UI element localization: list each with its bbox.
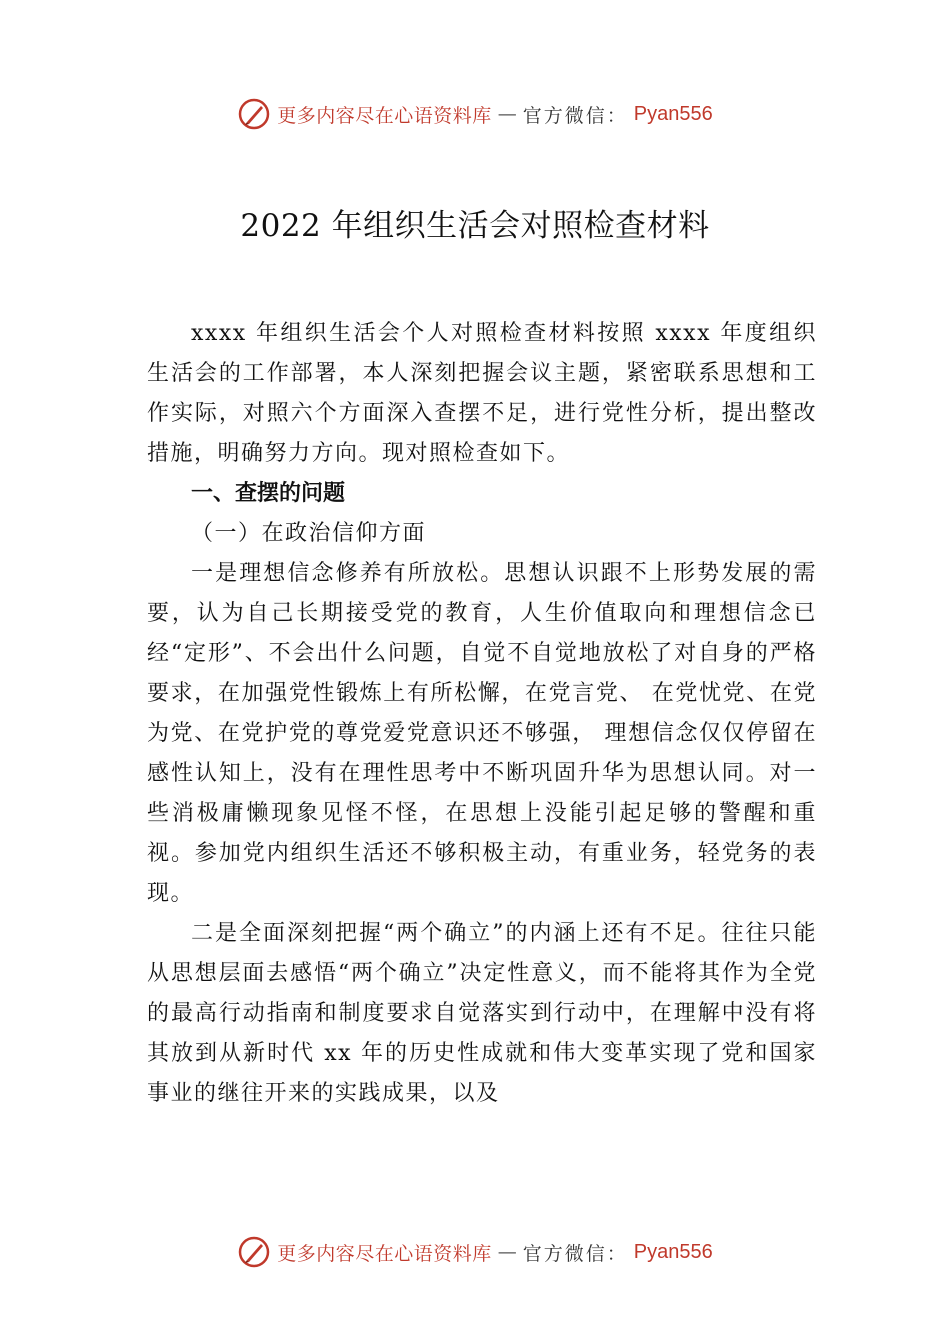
document-body xyxy=(147,314,817,1114)
watermark-dash: — xyxy=(497,103,517,125)
subsection-heading: （一）在政治信仰方面 xyxy=(191,521,427,546)
footer-watermark xyxy=(0,1232,950,1272)
document-title: 2022 年组织生活会对照检查材料 xyxy=(240,208,710,244)
body-paragraph-1: 一是理想信念修养有所放松。思想认识跟不上形势发展的需要，认为自己长期接受党的教育，人生价值取向和理想信念已经“定形”、不会出什么问题，自觉不自觉地放松了对自身的严格要求，在加强党性锻炼上有所松懈，在党言党、 在党忧党、在党为党、在党护党的尊党爱党意识还不够强， 理想信念仅仅停留在感性认知上，没有在理性思考中不断巩固升华为思想认同。对一些消极庸懒现象见怪不怪，在思想上没能引起足够的警醒和重视。参加党内组织生活还不够积极主动，有重业务，轻党务的表现。 xyxy=(147,561,817,906)
watermark-wechat-handle: Pyan556 xyxy=(633,1240,713,1263)
body-paragraph-2: 二是全面深刻把握“两个确立”的内涵上还有不足。往往只能从思想层面去感悟“两个确立”决定性意义，而不能将其作为全党的最高行动指南和制度要求自觉落实到行动中，在理解中没有将其放到从新时代 xx 年的历史性成就和伟大变革实现了党和国家事业的继往开来的实践成果，以及 xyxy=(147,921,817,1106)
watermark-text: 更多内容尽在心语资料库 xyxy=(277,1242,492,1265)
watermark-text: 更多内容尽在心语资料库 xyxy=(277,104,492,127)
watermark-dash: — xyxy=(497,1241,517,1263)
header-watermark xyxy=(0,94,950,134)
watermark-official-label: 官方微信： xyxy=(522,1242,628,1265)
watermark-official-label: 官方微信： xyxy=(522,104,628,127)
quill-pen-logo-icon xyxy=(237,97,271,131)
intro-paragraph: xxxx 年组织生活会个人对照检查材料按照 xxxx 年度组织生活会的工作部署，本人深刻把握会议主题，紧密联系思想和工作实际，对照六个方面深入查摆不足，进行党性分析，提出整改措施，明确努力方向。现对照检查如下。 xyxy=(147,321,817,466)
watermark-wechat-handle: Pyan556 xyxy=(633,102,713,125)
quill-pen-logo-icon xyxy=(237,1235,271,1269)
section-heading: 一、查摆的问题 xyxy=(191,481,346,506)
